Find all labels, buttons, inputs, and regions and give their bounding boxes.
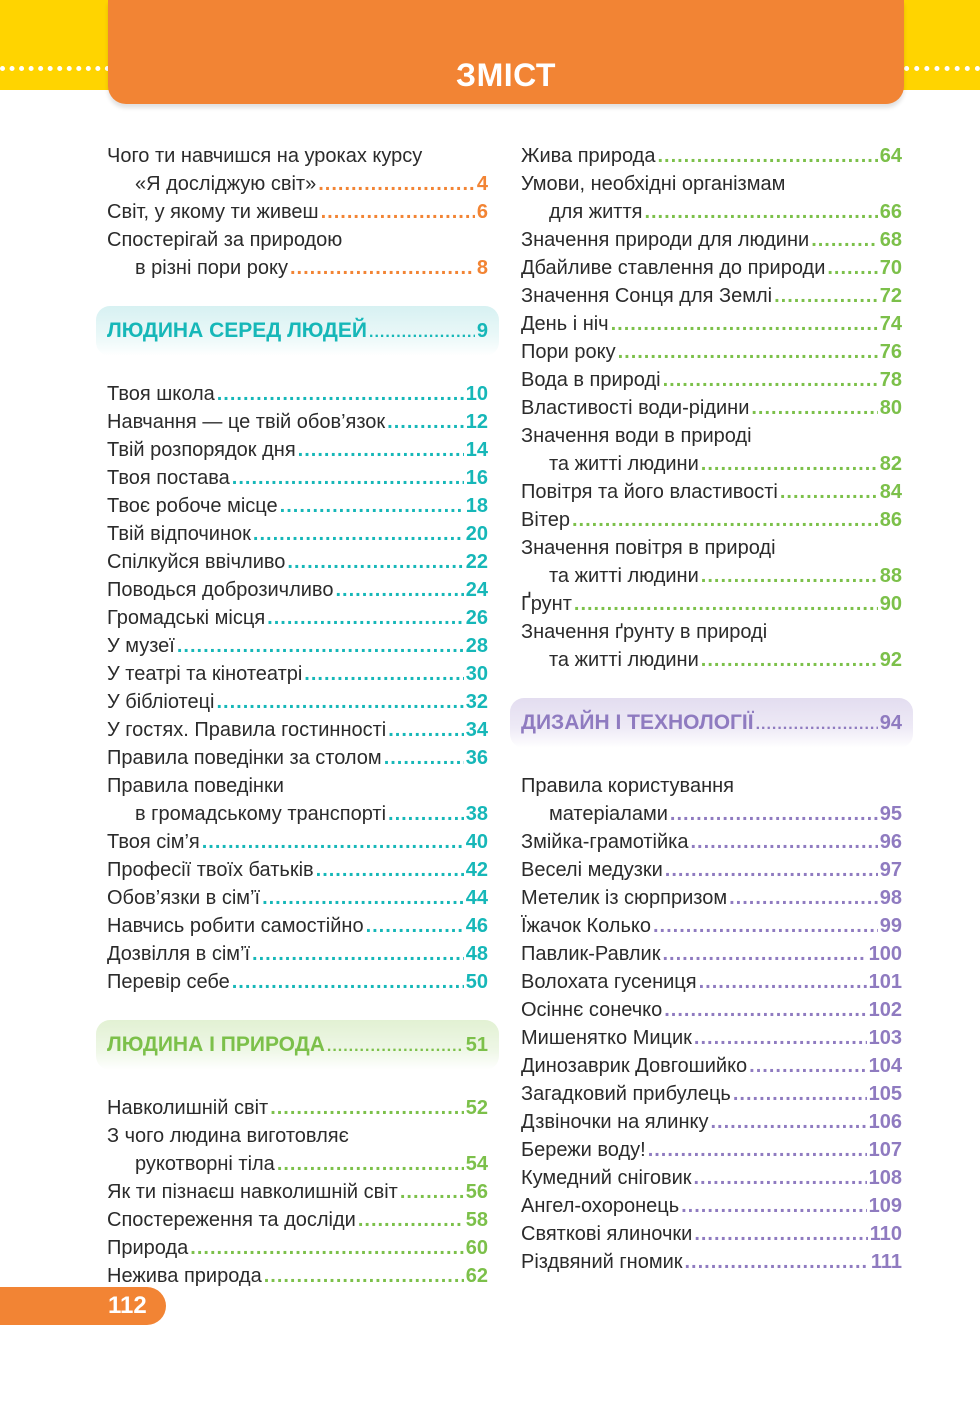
entry-page: 46 xyxy=(465,915,488,937)
dot-leader xyxy=(618,338,878,366)
toc-entry[interactable] xyxy=(107,548,488,576)
dot-leader xyxy=(694,1164,867,1192)
dot-leader xyxy=(611,310,878,338)
dot-leader xyxy=(327,1038,464,1056)
dot-leader xyxy=(657,142,877,170)
dot-leader xyxy=(648,1136,867,1164)
dot-leader xyxy=(756,716,878,734)
dot-leader xyxy=(663,366,878,394)
dot-leader xyxy=(267,604,464,632)
dot-leader xyxy=(690,828,877,856)
page-number: 112 xyxy=(108,1292,147,1319)
header-band xyxy=(0,0,980,100)
dot-leader xyxy=(388,800,464,828)
dot-leader xyxy=(369,324,475,342)
toc-entry[interactable] xyxy=(107,520,488,548)
dot-leader xyxy=(253,520,464,548)
entry-title: У бібліотеці xyxy=(107,691,215,713)
entry-page: 36 xyxy=(465,747,488,769)
entry-page: 60 xyxy=(465,1237,488,1259)
dot-leader xyxy=(711,1108,867,1136)
toc-entry[interactable] xyxy=(521,394,902,422)
section-page: 51 xyxy=(465,1034,488,1056)
entry-page: 95 xyxy=(879,803,902,825)
entry-page: 44 xyxy=(465,887,488,909)
entry-title: Твоє робоче місце xyxy=(107,495,278,517)
dot-leader xyxy=(811,226,878,254)
dot-leader xyxy=(264,1262,464,1290)
entry-page: 34 xyxy=(465,719,488,741)
entry-page: 86 xyxy=(879,509,902,531)
entry-title: Загадковий прибулець xyxy=(521,1083,731,1105)
section-nature-list-left xyxy=(107,1094,488,1290)
entry-title: Волохата гусениця xyxy=(521,971,697,993)
entry-title: Вітер xyxy=(521,509,570,531)
dot-leader xyxy=(321,198,475,226)
toc-entry[interactable] xyxy=(521,618,902,674)
toc-entry[interactable] xyxy=(107,744,488,772)
toc-entry[interactable] xyxy=(521,1136,902,1164)
entry-title: У гостях. Правила гостинності xyxy=(107,719,387,741)
dot-leader xyxy=(694,1220,867,1248)
dot-leader xyxy=(701,646,878,674)
dot-leader xyxy=(298,436,464,464)
section-heading-nature[interactable] xyxy=(96,1020,499,1070)
entry-page: 50 xyxy=(465,971,488,993)
dot-leader xyxy=(664,996,866,1024)
dot-leader xyxy=(277,1150,464,1178)
toc-entry[interactable] xyxy=(107,716,488,744)
dot-leader xyxy=(733,1080,867,1108)
toc-entry[interactable] xyxy=(521,310,902,338)
dot-leader xyxy=(574,590,878,618)
entry-title: Правила поведінки xyxy=(107,775,284,797)
dot-leader xyxy=(366,912,464,940)
entry-title: Вода в природі xyxy=(521,369,661,391)
entry-page: 108 xyxy=(868,1167,902,1189)
entry-title: Навчання — це твій обов’язок xyxy=(107,411,386,433)
entry-page: 101 xyxy=(868,971,902,993)
entry-page: 80 xyxy=(879,397,902,419)
toc-entry[interactable] xyxy=(107,1206,488,1234)
entry-page: 54 xyxy=(465,1153,488,1175)
dot-leader xyxy=(729,884,878,912)
title-banner xyxy=(108,0,904,104)
dot-leader xyxy=(280,492,464,520)
entry-page: 102 xyxy=(868,999,902,1021)
entry-page: 92 xyxy=(879,649,902,671)
dotted-line-left xyxy=(0,66,110,71)
entry-page: 16 xyxy=(465,467,488,489)
entry-page: 97 xyxy=(879,859,902,881)
section-design-list xyxy=(521,772,902,1276)
entry-title: Твоя сім’я xyxy=(107,831,200,853)
dot-leader xyxy=(217,380,464,408)
dot-leader xyxy=(358,1206,464,1234)
page-title: ЗМІСТ xyxy=(456,57,556,93)
entry-title: Пори року xyxy=(521,341,616,363)
toc-entry[interactable] xyxy=(521,1248,902,1276)
dot-leader xyxy=(177,632,464,660)
dot-leader xyxy=(190,1234,463,1262)
toc-entry[interactable] xyxy=(521,366,902,394)
entry-title: Веселі медузки xyxy=(521,859,663,881)
toc-entry[interactable] xyxy=(107,688,488,716)
toc-entry[interactable] xyxy=(107,436,488,464)
toc-entry[interactable] xyxy=(521,422,902,478)
dot-leader xyxy=(384,744,464,772)
entry-page: 84 xyxy=(879,481,902,503)
toc-entry[interactable] xyxy=(107,1178,488,1206)
entry-title: Професії твоїх батьків xyxy=(107,859,314,881)
entry-page: 98 xyxy=(879,887,902,909)
toc-entry[interactable] xyxy=(107,380,488,408)
entry-page: 30 xyxy=(465,663,488,685)
entry-title: Природа xyxy=(107,1237,189,1259)
dot-leader xyxy=(780,478,878,506)
toc-entry[interactable] xyxy=(521,968,902,996)
toc-entry[interactable] xyxy=(107,660,488,688)
entry-title: Правила користування xyxy=(521,775,734,797)
entry-title: Як ти пізнаєш навколишній світ xyxy=(107,1181,398,1203)
entry-title: Дзвіночки на ялинку xyxy=(521,1111,709,1133)
entry-title-continuation: матеріалами xyxy=(549,803,668,825)
toc-entry[interactable] xyxy=(521,856,902,884)
entry-page: 58 xyxy=(465,1209,488,1231)
section-page: 94 xyxy=(879,712,902,734)
section-title: ЛЮДИНА І ПРИРОДА xyxy=(107,1033,325,1056)
toc-entry[interactable] xyxy=(521,1052,902,1080)
entry-page: 103 xyxy=(868,1027,902,1049)
entry-title: Бережи воду! xyxy=(521,1139,646,1161)
entry-page: 26 xyxy=(465,607,488,629)
toc-entry[interactable] xyxy=(107,464,488,492)
entry-title: Умови, необхідні організмам xyxy=(521,173,786,195)
toc-entry[interactable] xyxy=(521,226,902,254)
dot-leader xyxy=(387,408,464,436)
dot-leader xyxy=(335,576,463,604)
dot-leader xyxy=(262,884,464,912)
toc-entry[interactable] xyxy=(521,170,902,226)
dot-leader xyxy=(681,1192,867,1220)
dot-leader xyxy=(827,254,877,282)
entry-page: 22 xyxy=(465,551,488,573)
toc-entry[interactable] xyxy=(107,408,488,436)
entry-title: У театрі та кінотеатрі xyxy=(107,663,303,685)
entry-title-continuation: для життя xyxy=(549,201,643,223)
entry-title-continuation: рукотворні тіла xyxy=(135,1153,275,1175)
entry-page: 107 xyxy=(868,1139,902,1161)
toc-entry[interactable] xyxy=(521,282,902,310)
toc-entry[interactable] xyxy=(521,996,902,1024)
entry-title: У музеї xyxy=(107,635,175,657)
entry-title: Нежива природа xyxy=(107,1265,262,1287)
entry-title: Навколишній світ xyxy=(107,1097,269,1119)
section-nature-list-right xyxy=(521,142,902,674)
dot-leader xyxy=(701,450,878,478)
entry-title: Спостереження та досліди xyxy=(107,1209,356,1231)
dot-leader xyxy=(216,688,463,716)
entry-title: Їжачок Колько xyxy=(521,915,651,937)
toc-entry[interactable] xyxy=(521,772,902,828)
dot-leader xyxy=(252,940,464,968)
entry-page: 100 xyxy=(868,943,902,965)
entry-page: 105 xyxy=(868,1083,902,1105)
toc-entry[interactable] xyxy=(107,142,488,198)
entry-page: 28 xyxy=(465,635,488,657)
entry-title: Твій відпочинок xyxy=(107,523,251,545)
toc-entry[interactable] xyxy=(107,1234,488,1262)
entry-page: 64 xyxy=(879,145,902,167)
entry-title: Осіннє сонечко xyxy=(521,999,663,1021)
toc-entry[interactable] xyxy=(521,478,902,506)
entry-title: Світ, у якому ти живеш xyxy=(107,201,319,223)
entry-title: Твій розпорядок дня xyxy=(107,439,296,461)
toc-entry[interactable] xyxy=(107,772,488,828)
entry-page: 96 xyxy=(879,831,902,853)
entry-title: День і ніч xyxy=(521,313,609,335)
entry-title: Динозаврик Довгошийко xyxy=(521,1055,748,1077)
toc-entry[interactable] xyxy=(521,1192,902,1220)
entry-page: 10 xyxy=(465,383,488,405)
entry-title-continuation: в різні пори року xyxy=(135,257,288,279)
entry-title-continuation: «Я досліджую світ» xyxy=(135,173,317,195)
entry-title: Дозвілля в сім’ї xyxy=(107,943,251,965)
entry-page: 24 xyxy=(465,579,488,601)
dot-leader xyxy=(694,1024,867,1052)
entry-title: Правила поведінки за столом xyxy=(107,747,382,769)
entry-page: 12 xyxy=(465,411,488,433)
dot-leader xyxy=(662,940,866,968)
dot-leader xyxy=(304,660,463,688)
yellow-corner-left xyxy=(0,0,120,90)
dot-leader xyxy=(644,198,877,226)
entry-page: 111 xyxy=(870,1251,902,1273)
dot-leader xyxy=(572,506,878,534)
toc-entry[interactable] xyxy=(521,828,902,856)
toc-entry[interactable] xyxy=(107,828,488,856)
entry-title: Навчись робити самостійно xyxy=(107,915,364,937)
entry-title: Чого ти навчишся на уроках курсу xyxy=(107,145,423,167)
entry-page: 106 xyxy=(868,1111,902,1133)
entry-title: Змійка-грамотійка xyxy=(521,831,689,853)
dot-leader xyxy=(685,1248,869,1276)
dotted-line-right xyxy=(894,66,980,71)
entry-title: Властивості води-рідини xyxy=(521,397,750,419)
dot-leader xyxy=(751,394,877,422)
toc-entry[interactable] xyxy=(107,198,488,226)
entry-title: З чого людина виготовляє xyxy=(107,1125,349,1147)
page-number-tab xyxy=(0,1287,166,1325)
dot-leader xyxy=(318,170,475,198)
dot-leader xyxy=(232,464,464,492)
entry-page: 52 xyxy=(465,1097,488,1119)
toc-entry[interactable] xyxy=(521,590,902,618)
entry-title: Твоя школа xyxy=(107,383,215,405)
toc-entry[interactable] xyxy=(107,576,488,604)
toc-entry[interactable] xyxy=(107,1262,488,1290)
entry-title-continuation: та житті людини xyxy=(549,649,699,671)
toc-entry[interactable] xyxy=(107,968,488,996)
entry-title: Ангел-охоронець xyxy=(521,1195,680,1217)
dot-leader xyxy=(316,856,464,884)
entry-title: Дбайливе ставлення до природи xyxy=(521,257,826,279)
entry-title: Обов’язки в сім’ї xyxy=(107,887,261,909)
toc-entry[interactable] xyxy=(107,1094,488,1122)
entry-title: Значення води в природі xyxy=(521,425,752,447)
toc-entry[interactable] xyxy=(107,604,488,632)
entry-title: Жива природа xyxy=(521,145,656,167)
entry-page: 88 xyxy=(879,565,902,587)
section-title: ЛЮДИНА СЕРЕД ЛЮДЕЙ xyxy=(107,319,367,342)
entry-title: Павлик-Равлик xyxy=(521,943,661,965)
toc-column-left xyxy=(107,142,488,1290)
entry-page: 48 xyxy=(465,943,488,965)
entry-title: Святкові ялиночки xyxy=(521,1223,693,1245)
entry-title: Повітря та його властивості xyxy=(521,481,778,503)
entry-page: 6 xyxy=(476,201,488,223)
dot-leader xyxy=(749,1052,866,1080)
dot-leader xyxy=(270,1094,464,1122)
toc-entry[interactable] xyxy=(521,1164,902,1192)
dot-leader xyxy=(290,254,475,282)
toc-entry[interactable] xyxy=(107,912,488,940)
entry-title-continuation: та житті людини xyxy=(549,453,699,475)
entry-title: Перевір себе xyxy=(107,971,230,993)
section-heading-design[interactable] xyxy=(510,698,913,748)
entry-page: 66 xyxy=(879,201,902,223)
entry-title-continuation: в громадському транспорті xyxy=(135,803,387,825)
entry-title: Кумедний сніговик xyxy=(521,1167,692,1189)
toc-column-right xyxy=(521,142,902,1276)
intro-list xyxy=(107,142,488,282)
toc-entry[interactable] xyxy=(107,226,488,282)
toc-entry[interactable] xyxy=(521,1220,902,1248)
entry-title: Спостерігай за природою xyxy=(107,229,343,251)
entry-title: Спілкуйся ввічливо xyxy=(107,551,286,573)
toc-entry[interactable] xyxy=(521,1024,902,1052)
toc-entry[interactable] xyxy=(521,940,902,968)
section-people-list xyxy=(107,380,488,996)
toc-entry[interactable] xyxy=(107,856,488,884)
entry-title: Значення ґрунту в природі xyxy=(521,621,768,643)
entry-page: 4 xyxy=(476,173,488,195)
entry-page: 74 xyxy=(879,313,902,335)
entry-title: Значення природи для людини xyxy=(521,229,810,251)
entry-title: Значення Сонця для Землі xyxy=(521,285,773,307)
dot-leader xyxy=(670,800,878,828)
toc-entry[interactable] xyxy=(521,254,902,282)
entry-page: 76 xyxy=(879,341,902,363)
toc-entry[interactable] xyxy=(521,338,902,366)
entry-page: 99 xyxy=(879,915,902,937)
entry-page: 42 xyxy=(465,859,488,881)
entry-page: 70 xyxy=(879,257,902,279)
entry-page: 20 xyxy=(465,523,488,545)
entry-page: 109 xyxy=(868,1195,902,1217)
dot-leader xyxy=(400,1178,464,1206)
toc-entry[interactable] xyxy=(107,632,488,660)
entry-page: 38 xyxy=(465,803,488,825)
section-heading-people[interactable] xyxy=(96,306,499,356)
dot-leader xyxy=(388,716,464,744)
dot-leader xyxy=(699,968,867,996)
toc-entry[interactable] xyxy=(521,912,902,940)
entry-page: 18 xyxy=(465,495,488,517)
entry-page: 32 xyxy=(465,691,488,713)
toc-entry[interactable] xyxy=(521,1108,902,1136)
toc-entry[interactable] xyxy=(521,142,902,170)
toc-entry[interactable] xyxy=(521,534,902,590)
entry-title: Громадські місця xyxy=(107,607,266,629)
entry-page: 90 xyxy=(879,593,902,615)
toc-entry[interactable] xyxy=(107,1122,488,1178)
entry-page: 56 xyxy=(465,1181,488,1203)
entry-page: 72 xyxy=(879,285,902,307)
dot-leader xyxy=(701,562,878,590)
entry-page: 82 xyxy=(879,453,902,475)
entry-title: Ґрунт xyxy=(521,593,572,615)
entry-page: 110 xyxy=(869,1223,902,1245)
entry-page: 62 xyxy=(465,1265,488,1287)
entry-page: 104 xyxy=(868,1055,902,1077)
entry-title: Метелик із сюрпризом xyxy=(521,887,728,909)
entry-page: 78 xyxy=(879,369,902,391)
dot-leader xyxy=(287,548,463,576)
toc-entry[interactable] xyxy=(107,884,488,912)
entry-title: Значення повітря в природі xyxy=(521,537,776,559)
entry-title: Твоя постава xyxy=(107,467,230,489)
toc-entry[interactable] xyxy=(521,1080,902,1108)
entry-page: 8 xyxy=(476,257,488,279)
section-title: ДИЗАЙН І ТЕХНОЛОГІЇ xyxy=(521,711,754,734)
toc-entry[interactable] xyxy=(521,884,902,912)
entry-title: Мишенятко Мицик xyxy=(521,1027,692,1049)
toc-entry[interactable] xyxy=(521,506,902,534)
entry-page: 68 xyxy=(879,229,902,251)
section-page: 9 xyxy=(476,320,488,342)
toc-entry[interactable] xyxy=(107,492,488,520)
entry-title: Поводься доброзичливо xyxy=(107,579,334,601)
dot-leader xyxy=(202,828,464,856)
toc-entry[interactable] xyxy=(107,940,488,968)
entry-page: 40 xyxy=(465,831,488,853)
entry-title-continuation: та житті людини xyxy=(549,565,699,587)
dot-leader xyxy=(232,968,464,996)
dot-leader xyxy=(665,856,878,884)
dot-leader xyxy=(774,282,878,310)
entry-page: 14 xyxy=(465,439,488,461)
dot-leader xyxy=(653,912,878,940)
entry-title: Різдвяний гномик xyxy=(521,1251,683,1273)
